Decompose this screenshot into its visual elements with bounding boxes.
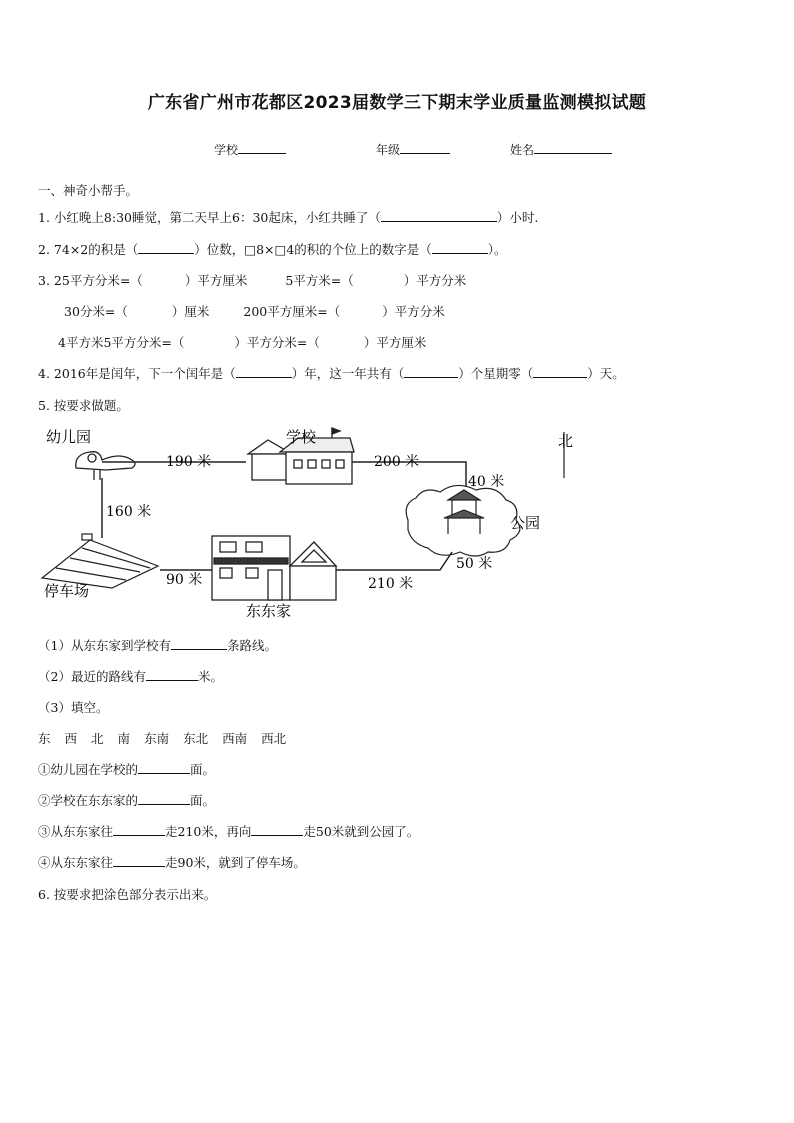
question-text: ②学校在东东家的 [38, 793, 139, 808]
answer-blank[interactable] [533, 366, 587, 378]
question-text: 5平方米=（ [285, 273, 354, 288]
question-text: ④从东东家往 [38, 855, 114, 870]
question-text: 30分米=（ [64, 304, 128, 319]
name-field [510, 141, 612, 158]
distance-90: 90 米 [166, 572, 203, 588]
distance-40: 40 米 [468, 474, 505, 490]
grade-blank[interactable] [400, 141, 450, 154]
answer-blank[interactable] [138, 242, 194, 254]
question-text: 74×2的积是（ [53, 242, 139, 257]
question-text: ①幼儿园在学校的 [38, 762, 139, 777]
question-3-row-2 [64, 302, 445, 320]
map-label-park: 公园 [510, 514, 541, 532]
distance-190: 190 米 [166, 454, 212, 470]
question-text: ）平方分米 [382, 304, 445, 319]
question-text: ）位数，□8×□4的积的个位上的数字是（ [194, 242, 432, 257]
answer-blank[interactable] [138, 762, 190, 774]
section-heading: 一、神奇小帮手。 [38, 183, 139, 198]
question-3-row-3 [58, 333, 426, 351]
question-text: 2016年是闰年，下一个闰年是（ [53, 366, 236, 381]
page-title: 广东省广州市花都区2023届数学三下期末学业质量监测模拟试题 [147, 93, 647, 113]
parking-lot-icon [42, 534, 158, 588]
answer-blank[interactable] [171, 638, 227, 650]
question-text: 25平方分米=（ [53, 273, 143, 288]
park-pavilion-icon [406, 485, 520, 556]
question-text: 走50米就到公园了。 [303, 824, 420, 839]
map-label-parking: 停车场 [44, 582, 90, 600]
answer-blank[interactable] [404, 366, 458, 378]
direction-word: 北 [91, 731, 104, 746]
question-text: ）小时. [496, 210, 539, 225]
direction-word: 东南 [144, 731, 170, 746]
question-text: ③从东东家往 [38, 824, 114, 839]
question-5-3: （3）填空。 [38, 700, 109, 715]
question-number: 1. [38, 210, 50, 225]
fill-in-2 [38, 791, 215, 809]
question-number: 3. [38, 273, 50, 288]
map-label-home: 东东家 [246, 602, 292, 620]
distance-160: 160 米 [106, 504, 152, 520]
question-text: 面。 [190, 762, 216, 777]
question-text: ）平方分米 [403, 273, 467, 288]
home-building-icon [212, 536, 336, 600]
question-text: 米。 [197, 669, 223, 684]
question-text: 200平方厘米=（ [243, 304, 341, 319]
grade-label: 年级 [376, 143, 401, 157]
name-label: 姓名 [510, 143, 535, 157]
school-label: 学校 [214, 143, 239, 157]
question-5 [38, 396, 129, 414]
map-label-kindergarten: 幼儿园 [46, 428, 92, 446]
school-blank[interactable] [238, 141, 286, 154]
school-field [214, 141, 286, 158]
question-3-row-1 [38, 271, 466, 289]
question-text: ）天。 [587, 366, 625, 381]
map-label-school: 学校 [286, 428, 317, 446]
question-text: ）。 [487, 242, 507, 257]
question-text: 按要求做题。 [53, 398, 129, 413]
question-text: 面。 [190, 793, 216, 808]
distance-50: 50 米 [456, 556, 493, 572]
distance-200: 200 米 [374, 454, 420, 470]
question-text: （2）最近的路线有 [38, 669, 146, 684]
question-text: ）厘米 [171, 304, 210, 319]
question-text: 按要求把涂色部分表示出来。 [53, 887, 217, 902]
grade-field [376, 141, 450, 158]
fill-in-1 [38, 760, 215, 778]
question-text: ）平方厘米 [184, 273, 248, 288]
distance-210: 210 米 [368, 576, 414, 592]
question-5-1 [38, 636, 277, 654]
answer-blank[interactable] [432, 242, 488, 254]
question-number: 6. [38, 887, 50, 902]
question-text: 走210米，再向 [165, 824, 252, 839]
route-map [36, 420, 656, 625]
direction-word: 西北 [261, 731, 287, 746]
direction-word: 西 [64, 731, 78, 746]
answer-blank[interactable] [381, 210, 497, 222]
question-text: ）个星期零（ [458, 366, 534, 381]
question-text: 条路线。 [226, 638, 277, 653]
question-text: 走90米，就到了停车场。 [165, 855, 306, 870]
question-2 [38, 240, 507, 258]
name-blank[interactable] [534, 141, 612, 154]
answer-blank[interactable] [146, 669, 198, 681]
answer-blank[interactable] [251, 824, 303, 836]
direction-word: 南 [117, 731, 131, 746]
direction-word: 东北 [183, 731, 209, 746]
direction-word: 西南 [222, 731, 248, 746]
answer-blank[interactable] [113, 824, 165, 836]
answer-blank[interactable] [236, 366, 292, 378]
question-text: （1）从东东家到学校有 [38, 638, 171, 653]
question-text: ）平方厘米 [363, 335, 427, 350]
question-number: 2. [38, 242, 50, 257]
fill-in-3 [38, 822, 419, 840]
question-1 [38, 208, 538, 226]
answer-blank[interactable] [138, 793, 190, 805]
question-text: ）年，这一年共有（ [291, 366, 405, 381]
question-text: ）平方分米=（ [234, 335, 320, 350]
direction-word-bank [38, 729, 286, 747]
question-6 [38, 885, 216, 903]
question-text: 小红晚上8:30睡觉，第二天早上6：30起床，小红共睡了（ [53, 210, 381, 225]
map-label-north: 北 [558, 432, 574, 450]
answer-blank[interactable] [113, 855, 165, 867]
question-text: 4平方米5平方分米=（ [58, 335, 185, 350]
fill-in-4 [38, 853, 306, 871]
question-5-2 [38, 667, 223, 685]
question-4 [38, 364, 625, 382]
question-number: 4. [38, 366, 50, 381]
direction-word: 东 [38, 731, 51, 746]
kindergarten-slide-icon [76, 452, 135, 480]
path-home-park [336, 552, 452, 570]
question-number: 5. [38, 398, 50, 413]
